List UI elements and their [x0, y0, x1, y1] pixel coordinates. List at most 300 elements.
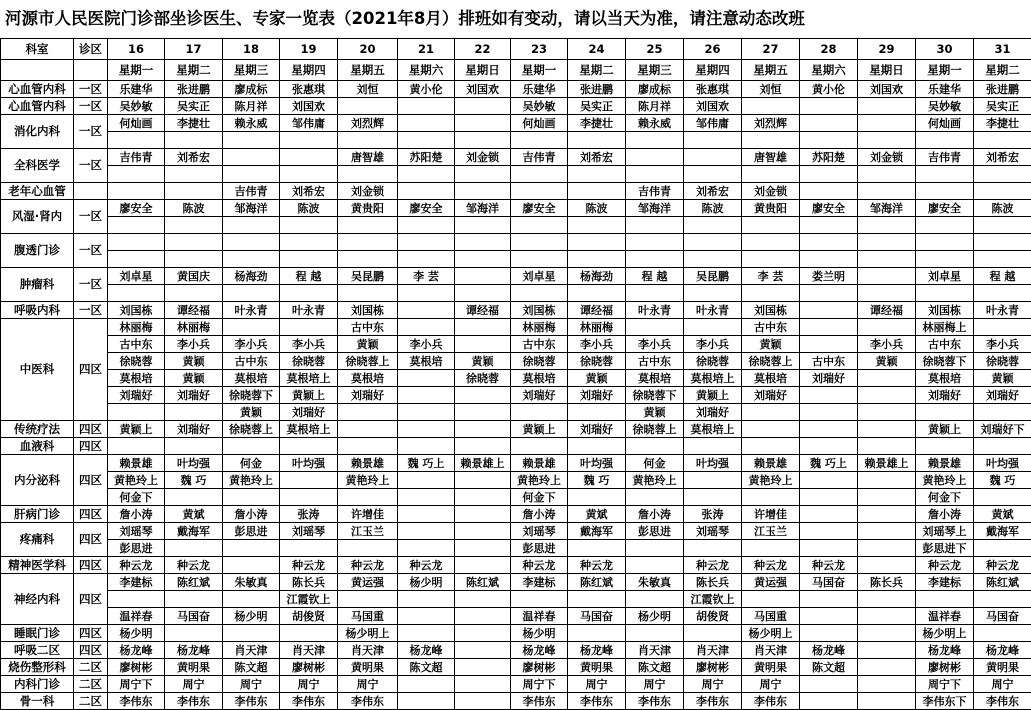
area-cell: 一区: [74, 81, 108, 98]
doctor-cell: [338, 166, 398, 183]
doctor-cell: [223, 489, 280, 506]
dept-cell: 肝病门诊: [1, 506, 74, 523]
doctor-cell: [108, 132, 165, 149]
doctor-cell: [398, 489, 455, 506]
date-cell: 20: [338, 39, 398, 60]
doctor-cell: 吉伟青: [511, 149, 568, 166]
doctor-cell: 种云龙: [568, 557, 626, 574]
doctor-cell: [858, 132, 916, 149]
doctor-cell: [974, 404, 1031, 421]
area-cell: 四区: [74, 574, 108, 625]
doctor-cell: 林丽梅: [511, 319, 568, 336]
doctor-cell: [858, 659, 916, 676]
doctor-cell: [398, 506, 455, 523]
doctor-cell: 李小兵: [568, 336, 626, 353]
doctor-cell: 李建标: [511, 574, 568, 591]
area-cell: 一区: [74, 268, 108, 302]
date-cell: 27: [742, 39, 800, 60]
doctor-cell: [800, 506, 858, 523]
doctor-cell: 廖安全: [916, 200, 974, 217]
doctor-cell: [742, 404, 800, 421]
doctor-cell: [800, 591, 858, 608]
area-cell: 二区: [74, 676, 108, 693]
doctor-cell: 程 越: [280, 268, 338, 285]
doctor-cell: [626, 149, 684, 166]
doctor-cell: 莫根培: [108, 370, 165, 387]
doctor-cell: [511, 234, 568, 251]
doctor-cell: [455, 489, 511, 506]
doctor-cell: [974, 625, 1031, 642]
doctor-cell: [455, 285, 511, 302]
doctor-cell: 陈波: [684, 200, 742, 217]
doctor-cell: [684, 234, 742, 251]
doctor-cell: [858, 319, 916, 336]
dept-cell: 血液科: [1, 438, 74, 455]
doctor-cell: [626, 251, 684, 268]
doctor-cell: 刘金锁: [742, 183, 800, 200]
table-row: [1, 455, 1031, 472]
doctor-cell: 杨少明上: [916, 625, 974, 642]
doctor-cell: 刘国栋: [916, 302, 974, 319]
doctor-cell: 林丽梅: [165, 319, 223, 336]
doctor-cell: 古中东: [338, 319, 398, 336]
doctor-cell: 肖天津: [223, 642, 280, 659]
doctor-cell: 廖安全: [511, 200, 568, 217]
doctor-cell: 黄颖: [626, 404, 684, 421]
doctor-cell: 徐晓蓉下: [626, 387, 684, 404]
doctor-cell: 刘烈辉: [338, 115, 398, 132]
doctor-cell: 古中东: [108, 336, 165, 353]
doctor-cell: 杨龙峰: [974, 642, 1031, 659]
doctor-cell: 杨少明: [108, 625, 165, 642]
doctor-cell: 张涛: [684, 506, 742, 523]
doctor-cell: 周宁: [338, 676, 398, 693]
doctor-cell: 詹小涛: [916, 506, 974, 523]
doctor-cell: 叶永青: [280, 302, 338, 319]
doctor-cell: 杨少明: [398, 574, 455, 591]
doctor-cell: 许增佳: [338, 506, 398, 523]
doctor-cell: 杨龙峰: [108, 642, 165, 659]
date-cell: 17: [165, 39, 223, 60]
doctor-cell: [858, 404, 916, 421]
doctor-cell: 刘国欢: [684, 98, 742, 115]
doctor-cell: 刘国栋: [511, 302, 568, 319]
doctor-cell: 刘金锁: [455, 149, 511, 166]
doctor-cell: [684, 438, 742, 455]
doctor-cell: [916, 183, 974, 200]
doctor-cell: [165, 132, 223, 149]
doctor-cell: 李小兵: [223, 336, 280, 353]
doctor-cell: 吉伟青: [108, 149, 165, 166]
doctor-cell: [108, 166, 165, 183]
doctor-cell: [684, 285, 742, 302]
doctor-cell: 苏阳楚: [800, 149, 858, 166]
table-row: [1, 506, 1031, 523]
doctor-cell: 黄艳玲上: [742, 472, 800, 489]
doctor-cell: 赖景雄: [338, 455, 398, 472]
doctor-cell: [223, 149, 280, 166]
doctor-cell: [338, 132, 398, 149]
doctor-cell: 莫根培: [223, 370, 280, 387]
doctor-cell: 邹伟庸: [280, 115, 338, 132]
doctor-cell: [223, 540, 280, 557]
doctor-cell: 陈长兵: [684, 574, 742, 591]
doctor-cell: [800, 438, 858, 455]
doctor-cell: [626, 217, 684, 234]
doctor-cell: [742, 285, 800, 302]
doctor-cell: 何金下: [916, 489, 974, 506]
doctor-cell: 周宁: [165, 676, 223, 693]
doctor-cell: [916, 591, 974, 608]
doctor-cell: [742, 217, 800, 234]
doctor-cell: 何金: [626, 455, 684, 472]
doctor-cell: 黄斌: [974, 506, 1031, 523]
doctor-cell: [800, 336, 858, 353]
area-cell: 一区: [74, 115, 108, 149]
doctor-cell: 吴妙敏: [511, 98, 568, 115]
doctor-cell: [626, 540, 684, 557]
doctor-cell: [858, 421, 916, 438]
doctor-cell: 杨龙峰: [916, 642, 974, 659]
doctor-cell: [626, 285, 684, 302]
doctor-cell: 黄运强: [742, 574, 800, 591]
weekday-cell: 星期四: [684, 60, 742, 81]
doctor-cell: [858, 251, 916, 268]
doctor-cell: 温祥春: [916, 608, 974, 625]
doctor-cell: 陈红斌: [568, 574, 626, 591]
doctor-cell: 赖景雄: [108, 455, 165, 472]
doctor-cell: [916, 217, 974, 234]
doctor-cell: 李伟东: [511, 693, 568, 710]
dept-cell: 腹透门诊: [1, 234, 74, 268]
doctor-cell: 李 芸: [742, 268, 800, 285]
doctor-cell: 刘瑞好: [568, 421, 626, 438]
doctor-cell: 陈波: [165, 200, 223, 217]
doctor-cell: 朱敏真: [223, 574, 280, 591]
doctor-cell: 张惠琪: [684, 81, 742, 98]
doctor-cell: 江玉兰: [742, 523, 800, 540]
doctor-cell: [858, 234, 916, 251]
doctor-cell: 莫根培: [916, 370, 974, 387]
doctor-cell: [455, 642, 511, 659]
doctor-cell: 杨少明上: [742, 625, 800, 642]
doctor-cell: 黄颖上: [916, 421, 974, 438]
dept-cell: 中医科: [1, 319, 74, 421]
doctor-cell: 杨少明: [626, 608, 684, 625]
doctor-cell: 吴妙敏: [916, 98, 974, 115]
doctor-cell: [455, 472, 511, 489]
doctor-cell: 唐智雄: [742, 149, 800, 166]
doctor-cell: [568, 540, 626, 557]
doctor-cell: 徐晓蓉: [568, 353, 626, 370]
table-row: [1, 421, 1031, 438]
doctor-cell: [858, 98, 916, 115]
doctor-cell: [511, 438, 568, 455]
doctor-cell: 李捷壮: [974, 115, 1031, 132]
doctor-cell: [398, 540, 455, 557]
doctor-cell: [858, 438, 916, 455]
doctor-cell: 莫根培: [338, 370, 398, 387]
doctor-cell: [398, 387, 455, 404]
doctor-cell: [165, 166, 223, 183]
doctor-cell: [223, 217, 280, 234]
dept-cell: 全科医学: [1, 149, 74, 183]
doctor-cell: [165, 217, 223, 234]
doctor-cell: 李建标: [108, 574, 165, 591]
table-row: [1, 200, 1031, 217]
doctor-cell: 黄明果: [568, 659, 626, 676]
table-row: [1, 370, 1031, 387]
doctor-cell: [800, 421, 858, 438]
date-cell: 21: [398, 39, 455, 60]
table-row: [1, 115, 1031, 132]
doctor-cell: [280, 285, 338, 302]
doctor-cell: 叶均强: [974, 455, 1031, 472]
doctor-cell: 苏阳楚: [398, 149, 455, 166]
doctor-cell: 刘瑞好: [568, 387, 626, 404]
doctor-cell: [858, 115, 916, 132]
table-row: [1, 217, 1031, 234]
doctor-cell: 刘瑶琴: [511, 523, 568, 540]
doctor-cell: [858, 268, 916, 285]
table-row: [1, 404, 1031, 421]
doctor-cell: 杨龙峰: [568, 642, 626, 659]
doctor-cell: 李小兵: [398, 336, 455, 353]
doctor-cell: 黄颖: [858, 353, 916, 370]
doctor-cell: [455, 183, 511, 200]
doctor-cell: 徐晓蓉: [455, 370, 511, 387]
doctor-cell: [800, 472, 858, 489]
weekday-cell: 星期六: [398, 60, 455, 81]
doctor-cell: 李捷壮: [568, 115, 626, 132]
doctor-cell: 陈月祥: [626, 98, 684, 115]
doctor-cell: 黄艳玲上: [108, 472, 165, 489]
doctor-cell: [511, 251, 568, 268]
doctor-cell: [455, 98, 511, 115]
doctor-cell: 刘瑞好: [742, 387, 800, 404]
doctor-cell: 种云龙: [398, 557, 455, 574]
table-row: [1, 353, 1031, 370]
doctor-cell: 马国奋: [974, 608, 1031, 625]
dept-cell: 呼吸内科: [1, 302, 74, 319]
doctor-cell: [165, 404, 223, 421]
doctor-cell: [398, 591, 455, 608]
doctor-cell: [568, 489, 626, 506]
doctor-cell: 黄小伦: [800, 81, 858, 98]
doctor-cell: [626, 489, 684, 506]
doctor-cell: 赖永威: [626, 115, 684, 132]
doctor-cell: 何金: [223, 455, 280, 472]
doctor-cell: 刘希宏: [280, 183, 338, 200]
doctor-cell: 吴昆鹏: [684, 268, 742, 285]
doctor-cell: 刘瑞好: [280, 404, 338, 421]
doctor-cell: 种云龙: [165, 557, 223, 574]
doctor-cell: 古中东: [800, 353, 858, 370]
doctor-cell: 徐晓蓉: [974, 353, 1031, 370]
doctor-cell: [280, 319, 338, 336]
doctor-cell: 李伟东: [974, 693, 1031, 710]
doctor-cell: 李伟东: [568, 693, 626, 710]
dept-cell: 风湿·肾内: [1, 200, 74, 234]
table-row: [1, 234, 1031, 251]
doctor-cell: [800, 132, 858, 149]
doctor-cell: [742, 438, 800, 455]
doctor-cell: [455, 234, 511, 251]
doctor-cell: 李建标: [916, 574, 974, 591]
dept-cell: 内科门诊: [1, 676, 74, 693]
doctor-cell: 彭思进: [511, 540, 568, 557]
doctor-cell: [398, 438, 455, 455]
dept-cell: 精神医学科: [1, 557, 74, 574]
area-cell: 四区: [74, 455, 108, 506]
doctor-cell: [742, 166, 800, 183]
doctor-cell: [455, 251, 511, 268]
doctor-cell: 徐晓蓉上: [742, 353, 800, 370]
doctor-cell: 刘瑶琴: [280, 523, 338, 540]
date-cell: 23: [511, 39, 568, 60]
doctor-cell: [398, 404, 455, 421]
doctor-cell: [800, 608, 858, 625]
doctor-cell: [455, 523, 511, 540]
doctor-cell: 种云龙: [974, 557, 1031, 574]
area-cell: 一区: [74, 200, 108, 234]
doctor-cell: 何金下: [511, 489, 568, 506]
doctor-cell: [858, 591, 916, 608]
table-row: [1, 659, 1031, 676]
table-row: [1, 81, 1031, 98]
doctor-cell: [108, 285, 165, 302]
dept-cell: 内分泌科: [1, 455, 74, 506]
table-row: [1, 574, 1031, 591]
doctor-cell: [684, 149, 742, 166]
doctor-cell: [455, 676, 511, 693]
doctor-cell: [398, 285, 455, 302]
doctor-cell: 程 越: [974, 268, 1031, 285]
doctor-cell: [398, 217, 455, 234]
doctor-cell: 刘瑶琴上: [916, 523, 974, 540]
area-header: 诊区: [74, 39, 108, 60]
doctor-cell: 李小兵: [165, 336, 223, 353]
doctor-cell: 莫根培上: [280, 370, 338, 387]
doctor-cell: 杨龙峰: [511, 642, 568, 659]
doctor-cell: 陈波: [974, 200, 1031, 217]
doctor-cell: [568, 591, 626, 608]
doctor-cell: 徐晓蓉上: [338, 353, 398, 370]
doctor-cell: [974, 319, 1031, 336]
doctor-cell: [455, 404, 511, 421]
doctor-cell: [455, 506, 511, 523]
doctor-cell: 李伟东: [742, 693, 800, 710]
doctor-cell: 陈红斌: [165, 574, 223, 591]
doctor-cell: 徐晓蓉: [511, 353, 568, 370]
doctor-cell: [858, 557, 916, 574]
doctor-cell: 魏 巧上: [800, 455, 858, 472]
doctor-cell: 种云龙: [742, 557, 800, 574]
doctor-cell: 刘瑞好: [916, 387, 974, 404]
doctor-cell: 黄小伦: [398, 81, 455, 98]
doctor-cell: [455, 540, 511, 557]
doctor-cell: 肖天津: [626, 642, 684, 659]
doctor-cell: 戴海军: [974, 523, 1031, 540]
doctor-cell: [742, 540, 800, 557]
doctor-cell: 赖景雄: [742, 455, 800, 472]
table-row: [1, 608, 1031, 625]
doctor-cell: [684, 251, 742, 268]
table-row: [1, 523, 1031, 540]
doctor-cell: 黄颖上: [684, 387, 742, 404]
doctor-cell: 唐智雄: [338, 149, 398, 166]
area-cell: 四区: [74, 642, 108, 659]
doctor-cell: [858, 506, 916, 523]
doctor-cell: [974, 183, 1031, 200]
doctor-cell: 黄艳玲上: [223, 472, 280, 489]
doctor-cell: [165, 438, 223, 455]
doctor-cell: 周宁下: [916, 676, 974, 693]
doctor-cell: [626, 166, 684, 183]
doctor-cell: [223, 591, 280, 608]
doctor-cell: [916, 404, 974, 421]
doctor-cell: 赖景雄上: [455, 455, 511, 472]
area-cell: 四区: [74, 557, 108, 574]
doctor-cell: [398, 251, 455, 268]
doctor-cell: [684, 540, 742, 557]
doctor-cell: 朱敏真: [626, 574, 684, 591]
doctor-cell: [398, 472, 455, 489]
doctor-cell: [916, 438, 974, 455]
doctor-cell: [511, 591, 568, 608]
doctor-cell: 何灿画: [108, 115, 165, 132]
doctor-cell: [108, 217, 165, 234]
table-row: [1, 98, 1031, 115]
doctor-cell: [455, 557, 511, 574]
doctor-cell: 刘金锁: [858, 149, 916, 166]
doctor-cell: [511, 132, 568, 149]
weekday-cell: 星期六: [800, 60, 858, 81]
doctor-cell: 廖安全: [800, 200, 858, 217]
dept-cell: 疼痛科: [1, 523, 74, 557]
doctor-cell: 陈文超: [398, 659, 455, 676]
doctor-cell: [568, 132, 626, 149]
doctor-cell: [398, 676, 455, 693]
area-cell: 二区: [74, 659, 108, 676]
doctor-cell: [742, 132, 800, 149]
doctor-cell: 黄艳玲上: [916, 472, 974, 489]
doctor-cell: 刘卓星: [108, 268, 165, 285]
doctor-cell: 黄明果: [165, 659, 223, 676]
doctor-cell: 杨海劲: [223, 268, 280, 285]
doctor-cell: 周宁下: [511, 676, 568, 693]
doctor-cell: [455, 693, 511, 710]
doctor-cell: 刘瑞好: [165, 421, 223, 438]
area-cell: 一区: [74, 234, 108, 268]
doctor-cell: 徐晓蓉上: [626, 421, 684, 438]
doctor-cell: [511, 166, 568, 183]
doctor-cell: [916, 166, 974, 183]
doctor-cell: 刘国欢: [858, 81, 916, 98]
doctor-cell: [511, 285, 568, 302]
doctor-cell: [916, 234, 974, 251]
doctor-cell: 黄艳玲上: [338, 472, 398, 489]
doctor-cell: [338, 421, 398, 438]
doctor-cell: 黄颖: [165, 353, 223, 370]
doctor-cell: 陈文超: [626, 659, 684, 676]
table-row: [1, 676, 1031, 693]
date-cell: 31: [974, 39, 1031, 60]
doctor-cell: [280, 251, 338, 268]
doctor-cell: 肖天津: [338, 642, 398, 659]
table-row: [1, 285, 1031, 302]
doctor-cell: [800, 489, 858, 506]
